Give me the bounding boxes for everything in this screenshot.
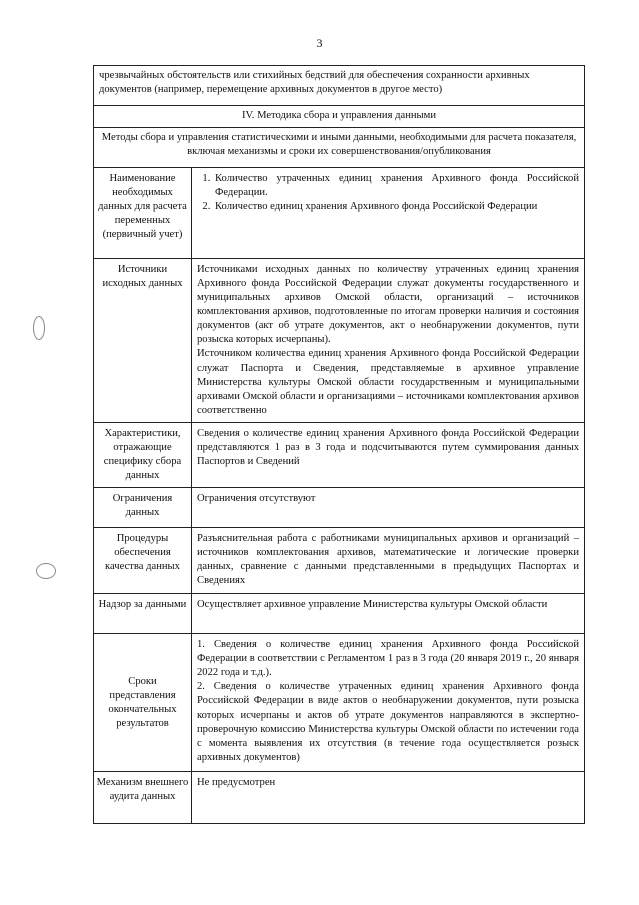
table-row bbox=[94, 488, 585, 528]
section-heading-row bbox=[94, 106, 585, 128]
limitations-value: Ограничения отсутствуют bbox=[192, 488, 585, 528]
quality-procedures-value: Разъяснительная работа с работниками муниципальных архивов и организаций – источников комплектования архивов, математические и логические проверки данных, сравнение с данными представленными в предыдущих Паспортах и Сведениях bbox=[192, 528, 585, 594]
paragraph: Источниками исходных данных по количеству утраченных единиц хранения Архивного фонда Российской Федерации служат документы государственного и муниципальных архивов Омской области, организаций – источников комплектования архивов, подготовленные по итогам проверки наличия и состояния документов (акт об утрате документов, акт о необнаружении документов, пути розыска которых исчерпаны). bbox=[197, 264, 579, 346]
row-label: Характеристики, отражающие специфику сбора данных bbox=[94, 422, 192, 487]
supervision-value: Осуществляет архивное управление Министерства культуры Омской области bbox=[192, 594, 585, 634]
scan-hole-mark bbox=[33, 316, 45, 340]
required-data-value bbox=[192, 168, 585, 259]
table-row bbox=[94, 168, 585, 259]
row-label: Механизм внешнего аудита данных bbox=[94, 772, 192, 824]
intro-row bbox=[94, 66, 585, 106]
table-row bbox=[94, 528, 585, 594]
row-label: Ограничения данных bbox=[94, 488, 192, 528]
paragraph: 2. Сведения о количестве утраченных единиц хранения Архивного фонда Российской Федерации в виде актов о необнаружении документов, пути розыска которых исчерпаны и актов об утрате документов направляются в экспертно-проверочную комиссию Министерства культуры Омской области по истечении года с момента выявления их отсутствия (в течение года осуществляется розыск архивных документов) bbox=[197, 681, 579, 763]
page-number: 3 bbox=[316, 36, 323, 50]
list-item: 2. Количество единиц хранения Архивного фонда Российской Федерации bbox=[213, 200, 579, 214]
methodology-table bbox=[93, 65, 585, 824]
section-heading: IV. Методика сбора и управления данными bbox=[94, 106, 585, 128]
row-label: Наименование необходимых данных для расчета переменных (первичный учет) bbox=[94, 168, 192, 259]
section-subheading-row bbox=[94, 128, 585, 168]
intro-row-text: чрезвычайных обстоятельств или стихийных бедствий для обеспечения сохранности архивных документов (например, перемещение архивных документов в другое место) bbox=[94, 66, 585, 106]
table-row bbox=[94, 634, 585, 772]
row-label: Процедуры обеспечения качества данных bbox=[94, 528, 192, 594]
sources-value bbox=[192, 259, 585, 423]
table-row bbox=[94, 594, 585, 634]
table-row bbox=[94, 772, 585, 824]
characteristics-value: Сведения о количестве единиц хранения Архивного фонда Российской Федерации представляются 1 раз в 3 года и подсчитываются путем суммирования данных Паспортов и Сведений bbox=[192, 422, 585, 487]
paragraph: Источником количества единиц хранения Архивного фонда Российской Федерации служат Паспорта и Сведения, представляемые в архивное управление Министерства культуры Омской области государственным и муниципальными архивами Омской области и организациями – источниками комплектования архивов соответственно bbox=[197, 348, 579, 416]
row-label: Сроки представления окончательных результатов bbox=[94, 634, 192, 772]
paragraph: 1. Сведения о количестве единиц хранения Архивного фонда Российской Федерации в соответствии с Регламентом 1 раз в 3 года (20 января 2019 г., 20 января 2022 года и т.д.). bbox=[197, 639, 579, 679]
deadlines-value bbox=[192, 634, 585, 772]
section-subheading: Методы сбора и управления статистическими и иными данными, необходимыми для расчета показателя, включая механизмы и сроки их совершенствования/опубликования bbox=[94, 128, 585, 168]
row-label: Надзор за данными bbox=[94, 594, 192, 634]
row-label: Источники исходных данных bbox=[94, 259, 192, 423]
list-item: 1. Количество утраченных единиц хранения Архивного фонда Российской Федерации. bbox=[213, 172, 579, 200]
scan-hole-mark bbox=[36, 563, 56, 579]
table-row bbox=[94, 259, 585, 423]
audit-value: Не предусмотрен bbox=[192, 772, 585, 824]
table-row bbox=[94, 422, 585, 487]
